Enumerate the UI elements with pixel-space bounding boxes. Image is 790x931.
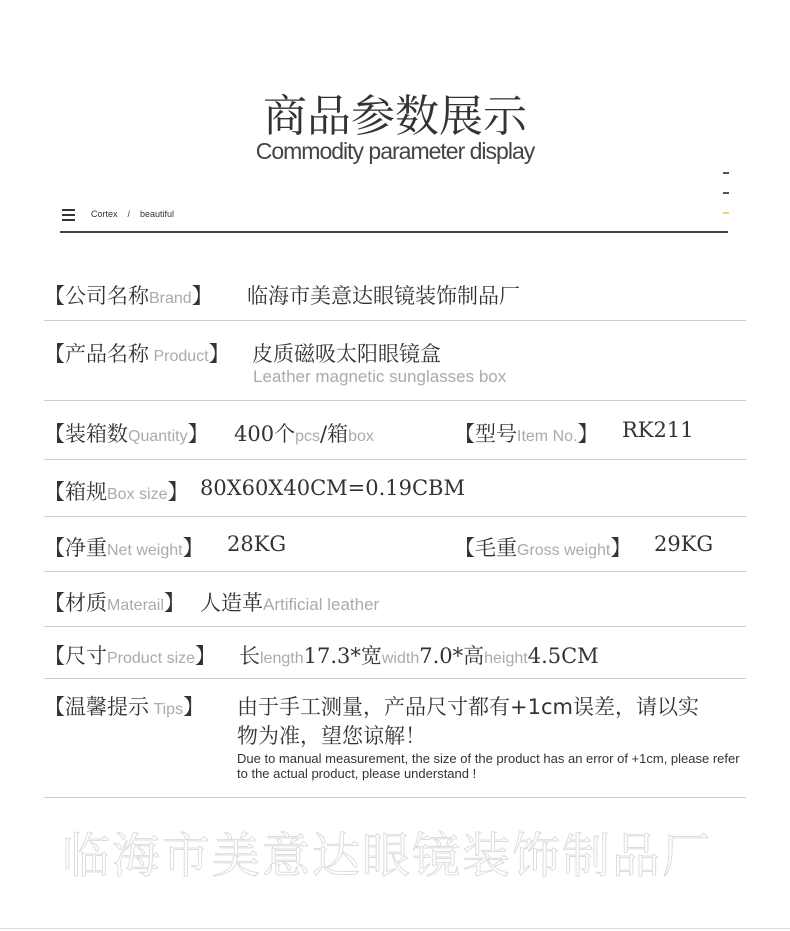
tips-line2: 物为准，望您谅解！ [237, 724, 426, 748]
label: 【公司名称 [44, 284, 149, 308]
text: width [381, 650, 420, 667]
text [44, 691, 204, 721]
net-value: 28KG [227, 532, 287, 556]
text: 人造革 [200, 591, 263, 615]
text [62, 219, 75, 221]
dash-decoration [723, 192, 729, 194]
row-boxsize [44, 459, 746, 517]
text [44, 476, 188, 506]
text: 400个 [234, 422, 296, 446]
text [62, 209, 75, 211]
item-value: RK211 [622, 418, 694, 442]
text: 】 [167, 480, 189, 504]
text: box [348, 428, 374, 445]
text: 【装箱数 [44, 422, 128, 446]
text: Product [149, 348, 209, 365]
row-material [44, 571, 746, 627]
dash-decoration [723, 172, 729, 174]
row-tips [44, 678, 746, 798]
text: 17.3*宽 [303, 644, 382, 668]
nav-divider [60, 231, 728, 233]
dash-decoration-accent [723, 212, 729, 214]
text: /箱 [320, 422, 349, 446]
page-title: 商品参数展示 [263, 91, 527, 142]
row-quantity [44, 400, 746, 460]
text: 【材质 [44, 591, 107, 615]
product-value-en: Leather magnetic sunglasses box [253, 367, 507, 386]
text: length [260, 650, 304, 667]
material-value [200, 587, 379, 617]
size-value [239, 640, 599, 670]
text: 【毛重 [454, 536, 517, 560]
text: 】 [610, 536, 632, 560]
text: 】 [163, 591, 185, 615]
text: Artificial leather [263, 595, 380, 614]
label-en: Brand [149, 290, 192, 307]
text: 【产品名称 [44, 342, 149, 366]
tips-line1: 由于手工测量，产品尺寸都有+1cm误差，请以实 [237, 695, 699, 719]
text: Box size [107, 486, 168, 503]
bottom-divider [0, 928, 790, 929]
row-product [44, 320, 746, 401]
text [44, 587, 185, 617]
text: Quantity [128, 428, 188, 445]
text: Net weight [107, 542, 183, 559]
tips-en: Due to manual measurement, the size of the product has an error of +1cm, please refer to the actual product, please understand ! [237, 751, 740, 781]
text: 】 [183, 695, 205, 719]
text: 【温馨提示 [44, 695, 149, 719]
text: Item No. [517, 428, 578, 445]
text: pcs [295, 428, 320, 445]
text: 】 [195, 644, 217, 668]
text [44, 338, 230, 368]
text: 】 [208, 342, 230, 366]
product-value: 皮质磁吸太阳眼镜盒 [252, 342, 441, 366]
text: 【净重 [44, 536, 107, 560]
text [454, 532, 631, 562]
text [44, 640, 216, 670]
text: 】 [187, 422, 209, 446]
crumb-cortex[interactable]: Cortex [91, 209, 118, 219]
text [44, 280, 213, 310]
text: Product size [107, 650, 196, 667]
text: 】 [191, 284, 213, 308]
text: 】 [577, 422, 599, 446]
row-size [44, 626, 746, 679]
text [62, 214, 75, 216]
watermark: 临海市美意达眼镜装饰制品厂 [62, 828, 713, 884]
text: Materail [107, 597, 164, 614]
text [44, 418, 209, 448]
row-brand [44, 265, 746, 321]
text [44, 532, 204, 562]
crumb-beautiful[interactable]: beautiful [140, 209, 175, 219]
breadcrumb [91, 209, 184, 219]
quantity-value [234, 418, 374, 448]
crumb-separator: / [127, 209, 131, 219]
page-subtitle: Commodity parameter display [255, 138, 535, 164]
text: 7.0*高 [419, 644, 485, 668]
boxsize-value: 80X60X40CM=0.19CBM [200, 476, 465, 500]
menu-icon[interactable] [62, 209, 75, 224]
text: 【尺寸 [44, 644, 107, 668]
brand-value: 临海市美意达眼镜装饰制品厂 [247, 284, 520, 308]
text: 【箱规 [44, 480, 107, 504]
gross-value: 29KG [654, 532, 714, 556]
text: 】 [182, 536, 204, 560]
text [454, 418, 598, 448]
row-weight [44, 516, 746, 572]
text: Gross weight [517, 542, 611, 559]
text: 长 [239, 644, 260, 668]
text: 【型号 [454, 422, 517, 446]
text: Tips [149, 701, 184, 718]
text: height [484, 650, 528, 667]
text: 4.5CM [527, 644, 599, 668]
